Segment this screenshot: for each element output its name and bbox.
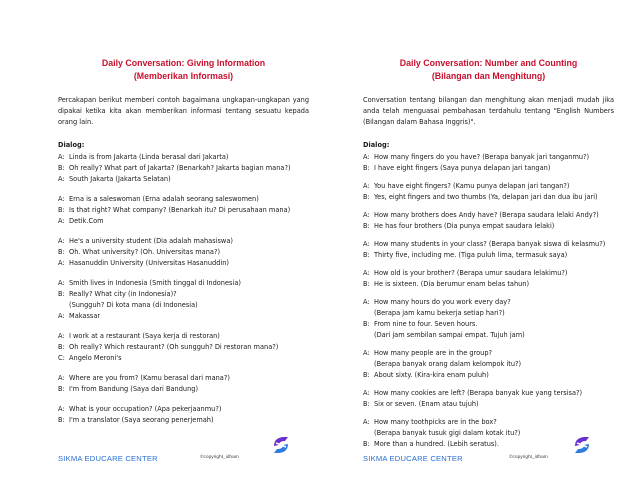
dialog-group xyxy=(58,278,309,322)
dialog-group xyxy=(58,404,309,426)
dialog-line xyxy=(363,152,614,163)
dialog-text: How many brothers does Andy have? (Berapa saudara lelaki Andy?) xyxy=(374,211,599,219)
dialog-line xyxy=(363,388,614,399)
speaker-label: B: xyxy=(363,371,370,379)
dialog-line xyxy=(363,399,614,410)
dialog-text: He is sixteen. (Dia berumur enam belas tahun) xyxy=(374,280,530,288)
dialog-line xyxy=(363,370,614,381)
sikma-logo-icon xyxy=(270,434,292,456)
dialog-group xyxy=(363,268,614,290)
left-title-line2: (Memberikan Informasi) xyxy=(133,71,234,81)
dialog-line xyxy=(58,311,309,322)
dialog-text: How many cookies are left? (Berapa banyak kue yang tersisa?) xyxy=(374,389,583,397)
speaker-label: A: xyxy=(58,312,65,320)
dialog-group xyxy=(363,388,614,410)
speaker-label: A: xyxy=(363,153,370,161)
dialog-translation: (Berapa jam kamu bekerja setiap hari?) xyxy=(374,309,505,317)
dialog-line xyxy=(363,181,614,192)
dialog-line xyxy=(58,163,309,174)
right-page xyxy=(319,0,638,493)
speaker-label: A: xyxy=(363,298,370,306)
speaker-label: A: xyxy=(58,217,65,225)
dialog-text: You have eight fingers? (Kamu punya delapan jari tangan?) xyxy=(374,182,570,190)
dialog-line xyxy=(58,415,309,426)
speaker-label: B: xyxy=(363,164,370,172)
dialog-text: How many toothpicks are in the box? xyxy=(374,418,497,426)
dialog-group xyxy=(58,373,309,395)
dialog-group xyxy=(363,210,614,232)
speaker-label: C: xyxy=(58,354,65,362)
dialog-line xyxy=(58,194,309,205)
right-page-title xyxy=(319,57,638,83)
speaker-label: B: xyxy=(58,416,65,424)
right-page-body xyxy=(363,95,614,457)
dialog-line xyxy=(58,152,309,163)
dialog-group xyxy=(363,152,614,174)
dialog-line xyxy=(363,221,614,232)
right-title-line2: (Bilangan dan Menghitung) xyxy=(431,71,546,81)
left-page-body xyxy=(58,95,309,435)
dialog-text: Oh. What university? (Oh. Universitas mana?) xyxy=(69,248,221,256)
dialog-text: From nine to four. Seven hours. xyxy=(374,320,478,328)
dialog-line xyxy=(363,163,614,174)
dialog-line xyxy=(58,384,309,395)
right-dialog-list xyxy=(363,152,614,450)
speaker-label: B: xyxy=(58,206,65,214)
dialog-text: Erna is a saleswoman (Erna adalah seorang saleswomen) xyxy=(69,195,259,203)
speaker-label: B: xyxy=(58,164,65,172)
speaker-label: A: xyxy=(363,240,370,248)
left-footer xyxy=(0,452,319,474)
speaker-label: A: xyxy=(58,153,65,161)
left-title-line1: Daily Conversation: Giving Information xyxy=(101,58,266,68)
speaker-label: B: xyxy=(363,251,370,259)
speaker-label: B: xyxy=(58,290,65,298)
dialog-text: Really? What city (in Indonesia)? xyxy=(69,290,177,298)
dialog-text: Oh really? What part of Jakarta? (Benarkah? Jakarta bagian mana?) xyxy=(69,164,291,172)
dialog-group xyxy=(363,239,614,261)
dialog-line xyxy=(58,404,309,415)
dialog-line xyxy=(58,205,309,216)
footer-copyright: ©copyright_idham xyxy=(509,455,548,460)
dialog-translation: (Dari jam sembilan sampai empat. Tujuh jam) xyxy=(374,331,525,339)
dialog-text: How many hours do you work every day? xyxy=(374,298,511,306)
dialog-line xyxy=(58,373,309,384)
right-footer xyxy=(319,452,638,474)
right-title-line1: Daily Conversation: Number and Counting xyxy=(399,58,578,68)
dialog-line xyxy=(363,319,614,330)
dialog-translation: (Berapa banyak orang dalam kelompok itu?) xyxy=(374,360,522,368)
dialog-text: Thirty five, including me. (Tiga puluh lima, termasuk saya) xyxy=(374,251,568,259)
dialog-translation: (Sungguh? Di kota mana (di Indonesia) xyxy=(69,301,198,309)
dialog-text: Hasanuddin University (Universitas Hasanuddin) xyxy=(69,259,229,267)
dialog-line xyxy=(58,258,309,269)
speaker-label: A: xyxy=(58,332,65,340)
dialog-group xyxy=(363,297,614,341)
speaker-label: A: xyxy=(363,389,370,397)
dialog-text: I'm from Bandung (Saya dari Bandung) xyxy=(69,385,199,393)
dialog-text: How old is your brother? (Berapa umur saudara lelakimu?) xyxy=(374,269,568,277)
speaker-label: A: xyxy=(58,279,65,287)
dialog-text: South Jakarta (Jakarta Selatan) xyxy=(69,175,171,183)
dialog-text: Linda is from Jakarta (Linda berasal dari Jakarta) xyxy=(69,153,229,161)
dialog-line xyxy=(58,216,309,227)
dialog-line xyxy=(58,174,309,185)
speaker-label: B: xyxy=(58,385,65,393)
speaker-label: A: xyxy=(58,175,65,183)
dialog-line xyxy=(363,210,614,221)
dialog-text: Smith lives in Indonesia (Smith tinggal di Indonesia) xyxy=(69,279,241,287)
dialog-text: Where are you from? (Kamu berasal dari mana?) xyxy=(69,374,230,382)
footer-copyright: ©copyright_idham xyxy=(200,455,239,460)
speaker-label: B: xyxy=(58,343,65,351)
dialog-line xyxy=(363,192,614,203)
dialog-line xyxy=(58,289,309,300)
dialog-text: He's a university student (Dia adalah mahasiswa) xyxy=(69,237,233,245)
dialog-line xyxy=(363,297,614,308)
dialog-group xyxy=(58,152,309,185)
sikma-logo-icon xyxy=(571,434,593,456)
speaker-label: B: xyxy=(363,400,370,408)
dialog-line xyxy=(363,417,614,428)
left-dialog-list xyxy=(58,152,309,426)
dialog-text: About sixty. (Kira-kira enam puluh) xyxy=(374,371,489,379)
dialog-group xyxy=(363,181,614,203)
dialog-text: Angelo Meroni's xyxy=(69,354,122,362)
footer-brand: SIKMA EDUCARE CENTER xyxy=(58,454,158,463)
dialog-line xyxy=(363,348,614,359)
left-dialog-label: Dialog: xyxy=(58,141,85,149)
dialog-text: Detik.Com xyxy=(69,217,104,225)
speaker-label: B: xyxy=(363,222,370,230)
dialog-text: Is that right? What company? (Benarkah itu? Di perusahaan mana) xyxy=(69,206,291,214)
speaker-label: A: xyxy=(363,211,370,219)
speaker-label: B: xyxy=(363,320,370,328)
dialog-line xyxy=(58,342,309,353)
dialog-text: Six or seven. (Enam atau tujuh) xyxy=(374,400,479,408)
dialog-text: More than a hundred. (Lebih seratus). xyxy=(374,440,499,448)
speaker-label: B: xyxy=(58,248,65,256)
right-intro: Conversation tentang bilangan dan menghitung akan menjadi mudah jika anda telah menguasai pembahasan terdahulu tentang "English Numbers (Bilangan dalam Bahasa Inggris)". xyxy=(363,96,614,126)
speaker-label: A: xyxy=(58,195,65,203)
dialog-group xyxy=(58,236,309,269)
dialog-line xyxy=(363,250,614,261)
right-dialog-label: Dialog: xyxy=(363,141,390,149)
dialog-text: I have eight fingers (Saya punya delapan jari tangan) xyxy=(374,164,551,172)
dialog-translation: (Berapa banyak tusuk gigi dalam kotak itu?) xyxy=(374,429,521,437)
speaker-label: B: xyxy=(363,280,370,288)
dialog-line xyxy=(363,268,614,279)
speaker-label: A: xyxy=(363,418,370,426)
dialog-text: What is your occupation? (Apa pekerjaanmu?) xyxy=(69,405,222,413)
dialog-text: How many fingers do you have? (Berapa banyak jari tanganmu?) xyxy=(374,153,590,161)
dialog-text: Oh really? Which restaurant? (Oh sungguh? Di restoran mana?) xyxy=(69,343,279,351)
footer-brand: SIKMA EDUCARE CENTER xyxy=(363,454,463,463)
dialog-line xyxy=(58,236,309,247)
dialog-text: Makassar xyxy=(69,312,101,320)
speaker-label: A: xyxy=(363,269,370,277)
dialog-text: How many people are in the group? xyxy=(374,349,493,357)
dialog-line xyxy=(58,331,309,342)
dialog-text: I work at a restaurant (Saya kerja di restoran) xyxy=(69,332,220,340)
dialog-line xyxy=(58,278,309,289)
dialog-group xyxy=(363,348,614,381)
dialog-line xyxy=(58,353,309,364)
dialog-group xyxy=(58,331,309,364)
dialog-group xyxy=(58,194,309,227)
speaker-label: A: xyxy=(58,259,65,267)
dialog-line xyxy=(363,239,614,250)
dialog-text: Yes, eight fingers and two thumbs (Ya, delapan jari dan dua ibu jari) xyxy=(374,193,598,201)
dialog-text: I'm a translator (Saya seorang penerjemah) xyxy=(69,416,214,424)
dialog-line xyxy=(58,247,309,258)
speaker-label: A: xyxy=(58,405,65,413)
speaker-label: A: xyxy=(363,182,370,190)
speaker-label: B: xyxy=(363,193,370,201)
dialog-text: How many students in your class? (Berapa banyak siswa di kelasmu?) xyxy=(374,240,606,248)
speaker-label: A: xyxy=(58,374,65,382)
speaker-label: B: xyxy=(363,440,370,448)
speaker-label: A: xyxy=(58,237,65,245)
left-intro: Percakapan berikut memberi contoh bagaimana ungkapan-ungkapan yang dipakai ketika kita akan memberikan informasi tentang sesuatu kepada orang lain. xyxy=(58,96,309,126)
dialog-line xyxy=(363,279,614,290)
dialog-text: He has four brothers (Dia punya empat saudara lelaki) xyxy=(374,222,555,230)
left-page-title xyxy=(0,57,319,83)
speaker-label: A: xyxy=(363,349,370,357)
